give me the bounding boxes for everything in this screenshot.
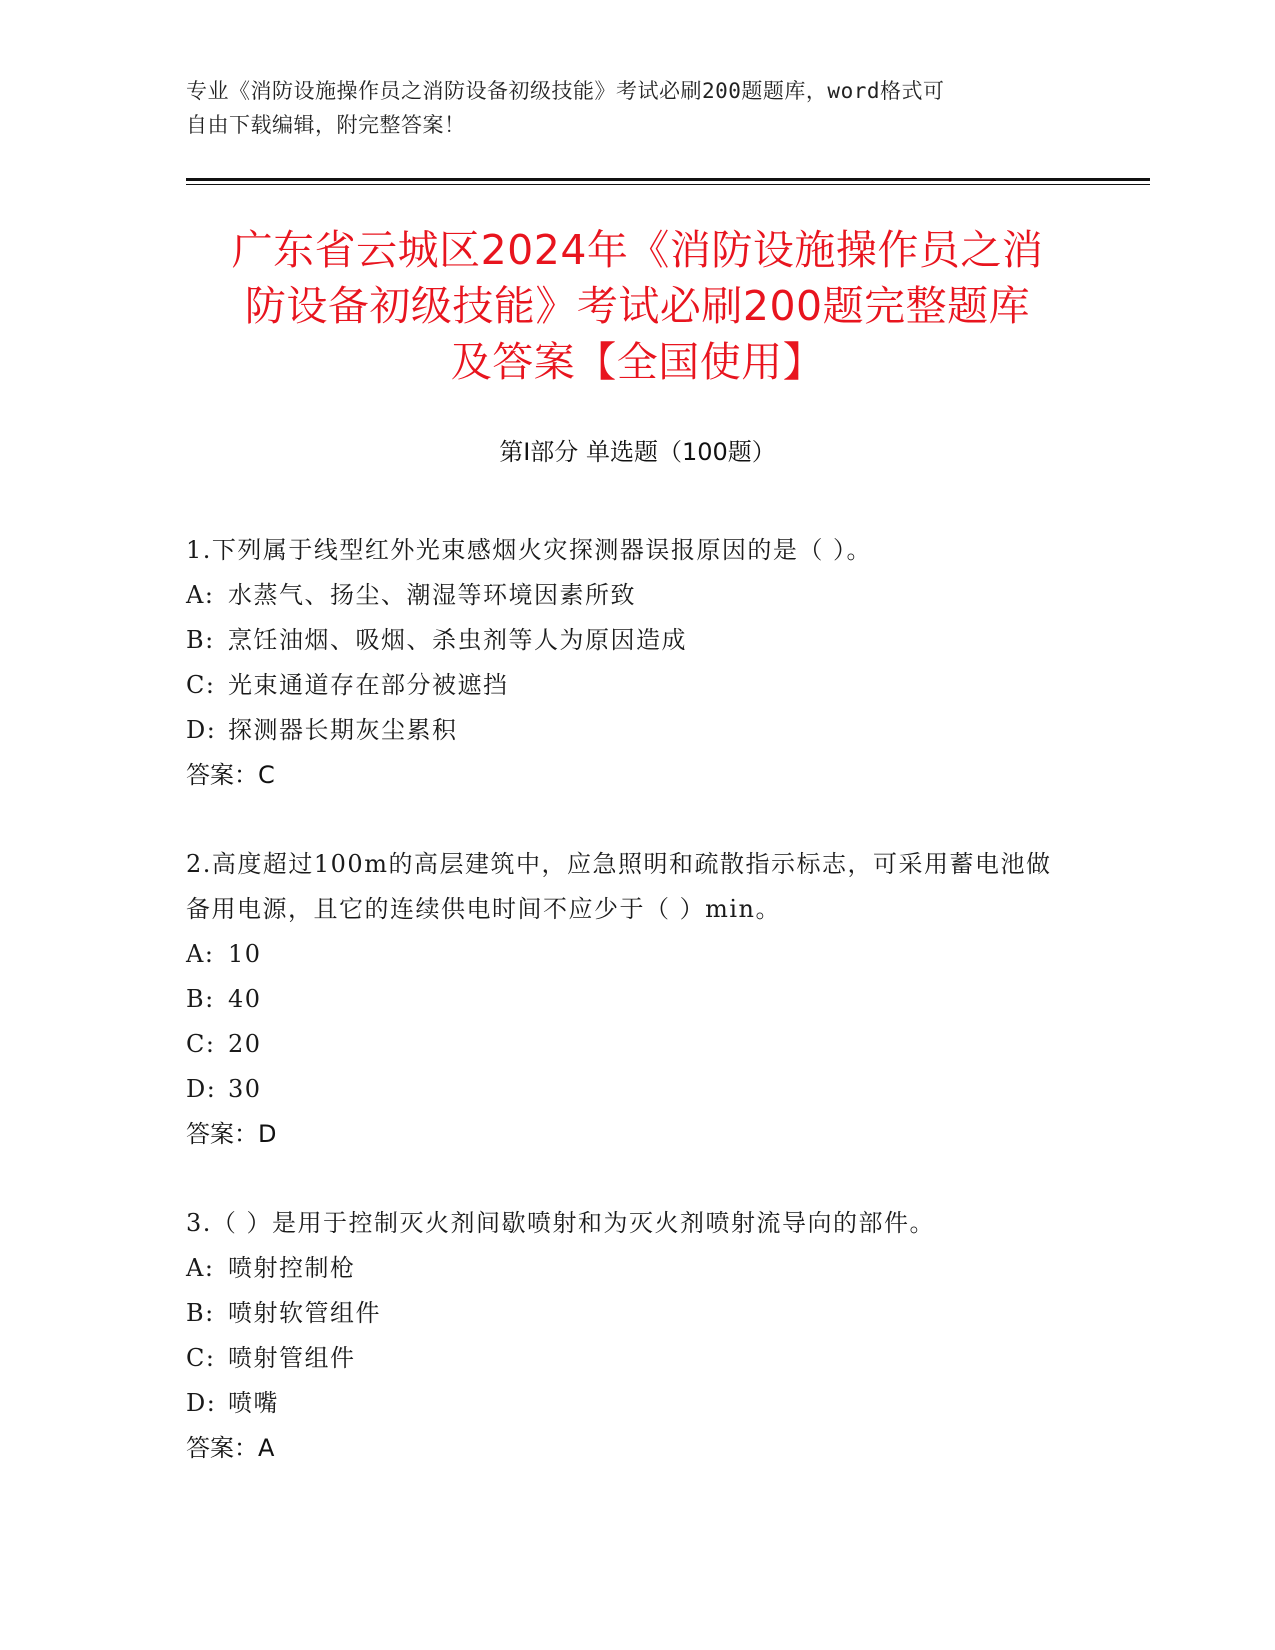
question-text: 3.（ ）是用于控制灭火剂间歇喷射和为灭火剂喷射流导向的部件。 [186,1209,936,1237]
title-line-1: 广东省云城区2024年《消防设施操作员之消 [231,226,1044,274]
option-text: 喷射软管组件 [228,1299,381,1327]
option-key: A: [186,1254,215,1282]
option-text: 40 [228,985,262,1013]
header-divider-thin [186,184,1150,185]
option-key: D: [186,716,217,744]
option-text: 探测器长期灰尘累积 [228,716,458,744]
option-key: D: [186,1075,217,1103]
answer-line: 答案：D [186,1120,277,1148]
question-item [186,528,1066,798]
option-d [186,1381,1066,1426]
option-b [186,977,1066,1022]
option-d [186,708,1066,753]
option-key: C: [186,671,216,699]
document-title [150,222,1125,390]
header-divider-thick [186,178,1150,181]
answer-line: 答案：C [186,761,275,789]
option-text: 烹饪油烟、吸烟、杀虫剂等人为原因造成 [228,626,687,654]
title-line-2: 防设备初级技能》考试必刷200题完整题库 [244,282,1031,330]
option-a [186,1246,1066,1291]
option-c [186,1022,1066,1067]
option-d [186,1067,1066,1112]
section-heading: 第Ⅰ部分 单选题（100题） [499,438,776,466]
question-text: 2.高度超过100m的高层建筑中，应急照明和疏散指示标志，可采用蓄电池做备用电源，且它的连续供电时间不应少于（ ）min。 [186,850,1052,923]
option-text: 水蒸气、扬尘、潮湿等环境因素所致 [228,581,636,609]
option-text: 喷射控制枪 [228,1254,356,1282]
option-b [186,618,1066,663]
question-list [186,528,1066,1515]
question-text: 1.下列属于线型红外光束感烟火灾探测器误报原因的是（ ）。 [186,536,873,564]
option-key: B: [186,626,215,654]
question-item [186,1201,1066,1471]
answer-line: 答案：A [186,1434,275,1462]
option-key: C: [186,1344,216,1372]
question-item [186,842,1066,1157]
option-key: C: [186,1030,216,1058]
header-note-line-2: 自由下载编辑，附完整答案！ [186,113,466,137]
option-c [186,663,1066,708]
option-text: 喷射管组件 [228,1344,356,1372]
header-note-line-1: 专业《消防设施操作员之消防设备初级技能》考试必刷200题题库，word格式可 [186,79,945,103]
option-text: 光束通道存在部分被遮挡 [228,671,509,699]
option-a [186,573,1066,618]
option-key: D: [186,1389,217,1417]
option-text: 30 [228,1075,262,1103]
option-c [186,1336,1066,1381]
option-a [186,932,1066,977]
title-line-3: 及答案【全国使用】 [450,338,825,386]
option-b [186,1291,1066,1336]
option-key: A: [186,940,215,968]
option-text: 10 [228,940,262,968]
option-text: 20 [228,1030,262,1058]
option-key: A: [186,581,215,609]
option-key: B: [186,985,215,1013]
option-key: B: [186,1299,215,1327]
header-note [186,74,1066,142]
option-text: 喷嘴 [228,1389,279,1417]
